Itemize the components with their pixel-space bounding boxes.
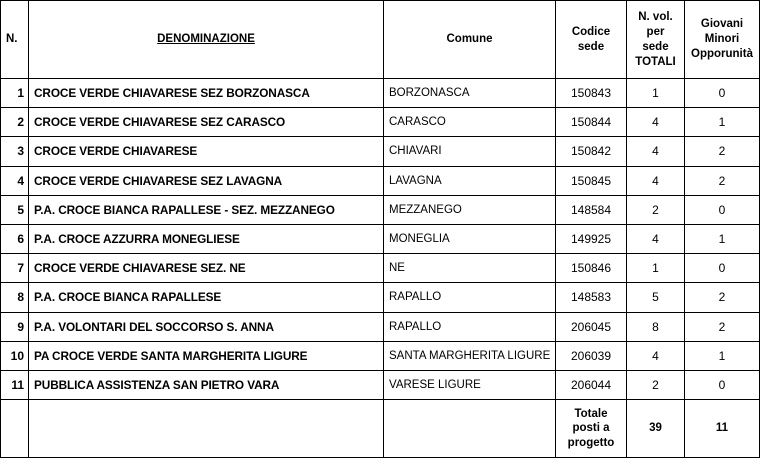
table-row xyxy=(1,370,760,399)
row-n-vol: 2 xyxy=(627,195,685,224)
row-n-vol: 8 xyxy=(627,312,685,341)
row-denominazione: CROCE VERDE CHIAVARESE SEZ LAVAGNA xyxy=(29,166,384,195)
totals-n-vol: 39 xyxy=(627,400,685,458)
row-comune: RAPALLO xyxy=(384,312,556,341)
row-denominazione: P.A. CROCE BIANCA RAPALLESE - SEZ. MEZZANEGO xyxy=(29,195,384,224)
row-codice-sede: 148584 xyxy=(556,195,627,224)
totals-row xyxy=(1,400,760,458)
row-giovani-minori: 2 xyxy=(685,166,760,195)
row-codice-sede: 148583 xyxy=(556,283,627,312)
table-row xyxy=(1,312,760,341)
table-row xyxy=(1,79,760,108)
row-codice-sede: 150844 xyxy=(556,108,627,137)
row-denominazione: CROCE VERDE CHIAVARESE xyxy=(29,137,384,166)
row-n-vol: 2 xyxy=(627,370,685,399)
row-number: 4 xyxy=(1,166,29,195)
table-row xyxy=(1,108,760,137)
row-giovani-minori: 2 xyxy=(685,137,760,166)
row-comune: VARESE LIGURE xyxy=(384,370,556,399)
row-n-vol: 4 xyxy=(627,108,685,137)
row-n-vol: 4 xyxy=(627,224,685,253)
row-denominazione: CROCE VERDE CHIAVARESE SEZ BORZONASCA xyxy=(29,79,384,108)
row-comune: CHIAVARI xyxy=(384,137,556,166)
header-giovani-minori: Giovani Minori Opporunità xyxy=(685,1,760,79)
row-codice-sede: 150842 xyxy=(556,137,627,166)
row-denominazione: PUBBLICA ASSISTENZA SAN PIETRO VARA xyxy=(29,370,384,399)
header-codice-sede: Codice sede xyxy=(556,1,627,79)
row-comune: SANTA MARGHERITA LIGURE xyxy=(384,341,556,370)
row-n-vol: 1 xyxy=(627,79,685,108)
row-codice-sede: 206044 xyxy=(556,370,627,399)
table-row xyxy=(1,137,760,166)
row-n-vol: 1 xyxy=(627,254,685,283)
row-comune: MEZZANEGO xyxy=(384,195,556,224)
row-giovani-minori: 0 xyxy=(685,195,760,224)
row-number: 3 xyxy=(1,137,29,166)
row-n-vol: 4 xyxy=(627,137,685,166)
row-number: 6 xyxy=(1,224,29,253)
row-giovani-minori: 1 xyxy=(685,341,760,370)
row-comune: RAPALLO xyxy=(384,283,556,312)
row-number: 5 xyxy=(1,195,29,224)
table-row xyxy=(1,341,760,370)
row-giovani-minori: 0 xyxy=(685,370,760,399)
header-denominazione-label: DENOMINAZIONE xyxy=(157,33,255,45)
table-row xyxy=(1,254,760,283)
row-number: 1 xyxy=(1,79,29,108)
row-number: 11 xyxy=(1,370,29,399)
row-codice-sede: 206045 xyxy=(556,312,627,341)
row-number: 9 xyxy=(1,312,29,341)
row-number: 10 xyxy=(1,341,29,370)
row-giovani-minori: 1 xyxy=(685,224,760,253)
row-denominazione: P.A. CROCE AZZURRA MONEGLIESE xyxy=(29,224,384,253)
row-giovani-minori: 0 xyxy=(685,79,760,108)
row-giovani-minori: 2 xyxy=(685,312,760,341)
header-comune: Comune xyxy=(384,1,556,79)
row-codice-sede: 150843 xyxy=(556,79,627,108)
header-n: N. xyxy=(1,1,29,79)
row-number: 8 xyxy=(1,283,29,312)
row-denominazione: PA CROCE VERDE SANTA MARGHERITA LIGURE xyxy=(29,341,384,370)
totals-empty-comune xyxy=(384,400,556,458)
row-comune: BORZONASCA xyxy=(384,79,556,108)
row-number: 7 xyxy=(1,254,29,283)
table-row xyxy=(1,195,760,224)
totals-empty-n xyxy=(1,400,29,458)
row-giovani-minori: 1 xyxy=(685,108,760,137)
row-giovani-minori: 2 xyxy=(685,283,760,312)
totals-label: Totale posti a progetto xyxy=(556,400,627,458)
row-n-vol: 5 xyxy=(627,283,685,312)
row-n-vol: 4 xyxy=(627,341,685,370)
row-denominazione: P.A. CROCE BIANCA RAPALLESE xyxy=(29,283,384,312)
row-comune: MONEGLIA xyxy=(384,224,556,253)
table-row xyxy=(1,224,760,253)
row-denominazione: CROCE VERDE CHIAVARESE SEZ CARASCO xyxy=(29,108,384,137)
header-denominazione xyxy=(29,1,384,79)
row-codice-sede: 206039 xyxy=(556,341,627,370)
row-codice-sede: 149925 xyxy=(556,224,627,253)
row-comune: NE xyxy=(384,254,556,283)
row-codice-sede: 150846 xyxy=(556,254,627,283)
row-denominazione: CROCE VERDE CHIAVARESE SEZ. NE xyxy=(29,254,384,283)
totals-empty-denominazione xyxy=(29,400,384,458)
row-codice-sede: 150845 xyxy=(556,166,627,195)
header-row xyxy=(1,1,760,79)
row-giovani-minori: 0 xyxy=(685,254,760,283)
row-denominazione: P.A. VOLONTARI DEL SOCCORSO S. ANNA xyxy=(29,312,384,341)
row-n-vol: 4 xyxy=(627,166,685,195)
row-comune: LAVAGNA xyxy=(384,166,556,195)
header-n-vol: N. vol. per sede TOTALI xyxy=(627,1,685,79)
totals-giovani: 11 xyxy=(685,400,760,458)
table-row xyxy=(1,283,760,312)
row-comune: CARASCO xyxy=(384,108,556,137)
table-row xyxy=(1,166,760,195)
row-number: 2 xyxy=(1,108,29,137)
